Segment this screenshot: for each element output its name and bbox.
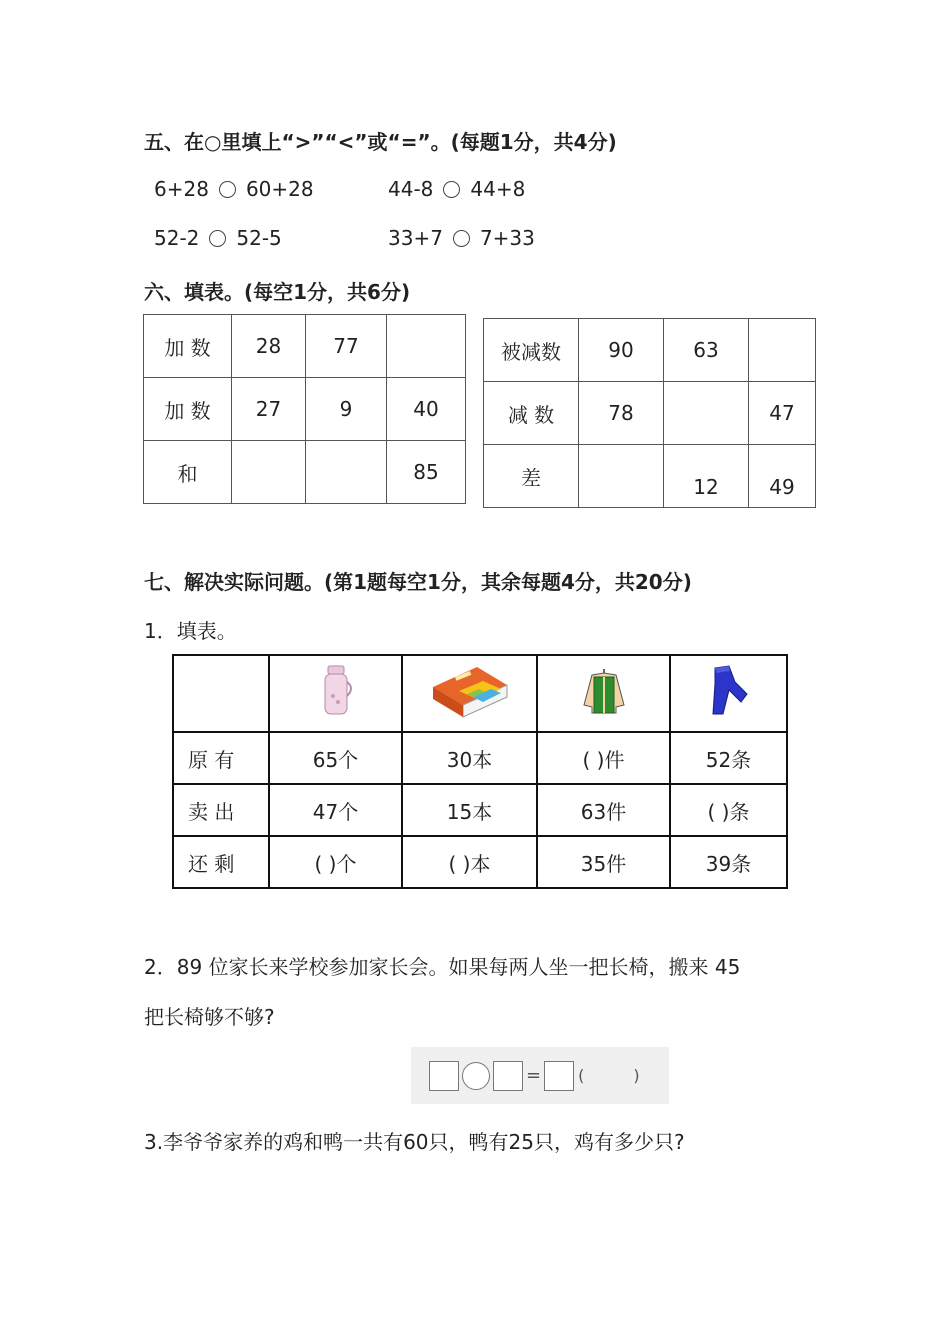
table-cell[interactable]: ( )个 [269,836,402,888]
table-cell[interactable]: 90 [579,319,664,382]
compare-left: 33+7 [388,226,443,250]
icon-row [173,655,787,732]
section7-title: 七、解决实际问题。(第1题每空1分，其余每题4分，共20分) [144,570,692,594]
table-cell[interactable]: 85 [387,441,466,504]
section6-title: 六、填表。(每空1分，共6分) [144,280,411,304]
corner-cell [173,655,269,732]
table-cell[interactable]: 47 [749,382,816,445]
compare-left: 52-2 [154,226,200,250]
row-label: 加 数 [144,315,232,378]
thermos-cell [269,655,402,732]
row-label: 被减数 [484,319,579,382]
table-cell: 63件 [537,784,670,836]
q1-title: 1．填表。 [144,619,237,643]
thermos-icon [316,664,356,718]
addition-table [143,314,466,504]
compare-right: 7+33 [479,226,535,250]
table-cell[interactable]: 12 [664,445,749,508]
book-icon [429,661,511,721]
row-label: 加 数 [144,378,232,441]
table-row [144,378,466,441]
unit-parenthesis[interactable]: ( ) [578,1066,662,1085]
compare-circle[interactable] [219,181,236,198]
table-row [173,784,787,836]
table-row [173,836,787,888]
row-label: 差 [484,445,579,508]
q2-line1: 2．89 位家长来学校参加家长会。如果每两人坐一把长椅，搬来 45 [144,955,741,979]
table-row [173,732,787,784]
table-cell[interactable] [306,441,387,504]
table-cell: 30本 [402,732,537,784]
table-cell[interactable] [579,445,664,508]
jacket-cell [537,655,670,732]
row-label: 卖 出 [173,784,269,836]
table-cell[interactable]: 9 [306,378,387,441]
row-label: 减 数 [484,382,579,445]
section5-title: 五、在○里填上“>”“<”或“=”。(每题1分，共4分) [144,130,617,154]
compare-left: 44-8 [388,177,434,201]
answer-box[interactable] [429,1061,459,1091]
table-cell[interactable] [749,319,816,382]
compare-circle[interactable] [209,230,226,247]
book-cell [402,655,537,732]
table-cell[interactable]: 78 [579,382,664,445]
table-row [484,445,816,508]
table-cell[interactable]: 63 [664,319,749,382]
table-cell[interactable]: ( )件 [537,732,670,784]
table-cell[interactable] [387,315,466,378]
table-row [484,319,816,382]
equation-template [411,1047,669,1104]
row-label: 原 有 [173,732,269,784]
q3-text: 3.李爷爷家养的鸡和鸭一共有60只，鸭有25只，鸡有多少只? [144,1130,685,1154]
q2-line2: 把长椅够不够? [144,1005,275,1029]
row-label: 还 剩 [173,836,269,888]
compare-right: 44+8 [470,177,526,201]
compare-item-1 [154,177,314,201]
table-cell[interactable]: 49 [749,445,816,508]
table-cell[interactable] [664,382,749,445]
table-row [484,382,816,445]
compare-left: 6+28 [154,177,209,201]
pants-icon [707,664,751,718]
table-cell[interactable]: ( )条 [670,784,787,836]
table-cell[interactable]: 27 [232,378,306,441]
compare-right: 60+28 [245,177,314,201]
operator-circle[interactable] [462,1062,490,1090]
table-cell[interactable]: ( )本 [402,836,537,888]
table-cell[interactable]: 28 [232,315,306,378]
compare-right: 52-5 [236,226,282,250]
equals-sign: = [526,1065,542,1086]
table-cell: 15本 [402,784,537,836]
table-cell[interactable]: 77 [306,315,387,378]
table-cell[interactable]: 40 [387,378,466,441]
table-row [144,315,466,378]
goods-table [172,654,788,889]
row-label: 和 [144,441,232,504]
jacket-icon [582,667,626,715]
table-cell: 35件 [537,836,670,888]
table-cell: 39条 [670,836,787,888]
table-cell: 65个 [269,732,402,784]
compare-item-3 [154,226,282,250]
pants-cell [670,655,787,732]
compare-circle[interactable] [453,230,470,247]
compare-circle[interactable] [443,181,460,198]
table-row [144,441,466,504]
answer-box[interactable] [544,1061,574,1091]
table-cell: 52条 [670,732,787,784]
answer-box[interactable] [493,1061,523,1091]
table-cell[interactable] [232,441,306,504]
table-cell: 47个 [269,784,402,836]
compare-item-4 [388,226,535,250]
subtraction-table [483,318,816,508]
compare-item-2 [388,177,525,201]
